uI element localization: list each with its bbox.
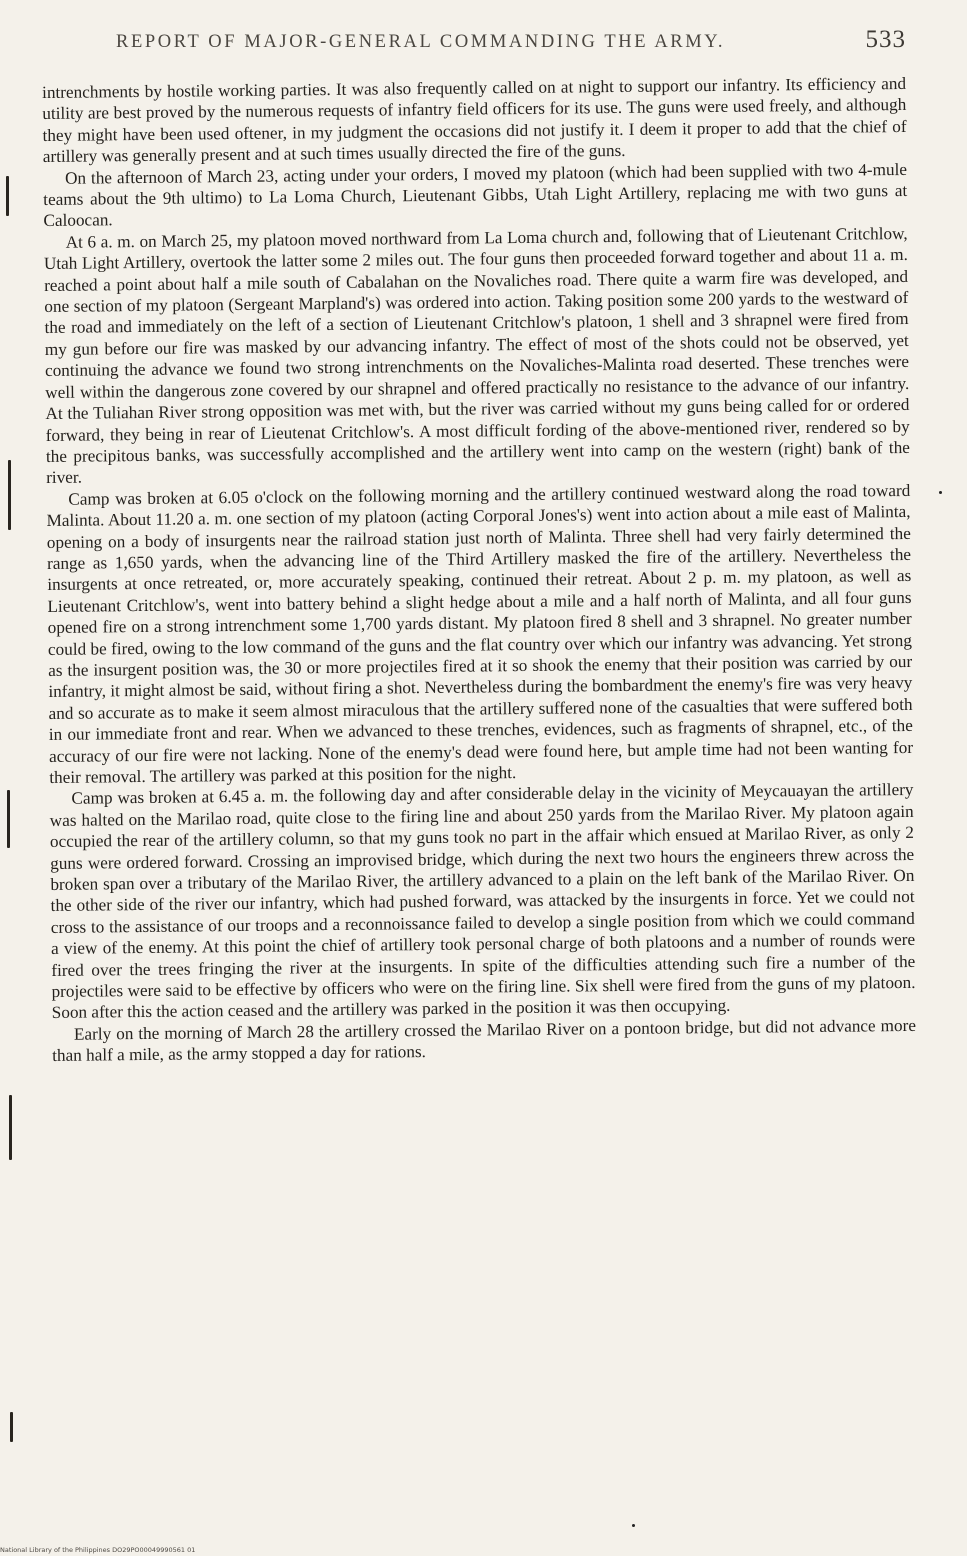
paragraph-1: intrenchments by hostile working parties. It was also frequently called on at night to support our infantry. Its efficiency and utility are best proved by the numerous requests of infantry field officers for its use. The guns were used freely, and although they might have been used oftener, in my judgment the occasions did not justify it. I deem it proper to add that the chief of artillery was generally present and at such times usually directed the fire of the guns. — [42, 73, 907, 167]
running-title: REPORT OF MAJOR-GENERAL COMMANDING THE ARMY. — [116, 32, 726, 52]
margin-mark-2 — [8, 460, 11, 530]
report-body — [42, 73, 921, 1532]
ink-dot-1 — [939, 491, 942, 494]
margin-mark-1 — [6, 176, 9, 216]
margin-mark-4 — [9, 1095, 12, 1160]
ink-dot-2 — [632, 1524, 635, 1527]
scan-credit: National Library of the Philippines DO29PO00049990561 01 — [0, 1546, 196, 1554]
margin-mark-3 — [7, 790, 10, 848]
paragraph-2: On the afternoon of March 23, acting under your orders, I moved my platoon (which had been supplied with two 4-mule teams about the 9th ultimo) to La Loma Church, Lieutenant Gibbs, Utah Light Artillery, replacing me with two guns at Caloocan. — [43, 159, 908, 231]
margin-mark-5 — [10, 1412, 13, 1442]
paragraph-6: Early on the morning of March 28 the artillery crossed the Marilao River on a pontoon bridge, but did not advance more than half a mile, as the army stopped a day for rations. — [52, 1015, 917, 1066]
paragraph-4: Camp was broken at 6.05 o'clock on the following morning and the artillery continued westward along the road toward Malinta. About 11.20 a. m. one section of my platoon (acting Corporal Jones's) went into action about a mile east of Malinta, opening on a body of insurgents near the railroad station just north of Malinta. Three shell had very fairly determined the range as 1,650 yards, when the advancing line of the Third Artillery masked the fire of the artillery. Nevertheless the insurgents at once retreated, or, more accurately speaking, continued their retreat. About 2 p. m. my platoon, as well as Lieutenant Critchlow's, went into battery behind a slight hedge about a mile and a half north of Malinta, and all four guns opened fire on a strong intrenchment some 1,700 yards distant. My platoon fired 8 shell and 3 shrapnel. No greater number could be fired, owing to the low command of the guns and the flat country over which our infantry was advancing. Yet strong as the insurgent position was, the 30 or more projectiles fired at it so shook the enemy that their position was carried by our infantry, it might almost be said, without firing a shot. Nevertheless during the bombardment the enemy's fire was very heavy and so accurate as to make it seem almost miraculous that the artillery suffered none of the casualties that were suffered both in our immediate front and rear. When we advanced to these trenches, evidences, such as fragments of shrapnel, etc., of the accuracy of our fire were not lacking. None of the enemy's dead were found here, but ample time had not been wanting for their removal. The artillery was parked at this position for the night. — [46, 480, 914, 787]
page-header — [116, 26, 906, 60]
paragraph-3: At 6 a. m. on March 25, my platoon moved northward from La Loma church and, following that of Lieutenant Critchlow, Utah Light Artillery, overtook the latter some 2 miles out. The four guns then proceeded forward together and about 11 a. m. reached a point about half a mile south of Cabalahan on the Novaliches road. There quite a warm fire was developed, and one section of my platoon (Sergeant Marpland's) was ordered into action. Taking position some 200 yards to the westward of the road and immediately on the left of a section of Lieutenant Critchlow's platoon, 1 shell and 3 shrapnel were fired from my gun before our fire was masked by our advancing infantry. The effect of most of the shots could not be observed, yet continuing the advance we found two strong intrenchments on the Novaliches-Malinta road deserted. These trenches were well within the dangerous zone covered by our shrapnel and offered practically no resistance to the advance of our infantry. At the Tuliahan River strong opposition was met with, but the river was carried without my guns being called for or ordered forward, they being in rear of Lieutenat Critchlow's. A most difficult fording of the above-mentioned river, rendered so by the precipitous banks, was successfully accomplished and the artillery went into camp on the western (right) bank of the river. — [43, 223, 910, 488]
paragraph-5: Camp was broken at 6.45 a. m. the following day and after considerable delay in the vicinity of Meycauayan the artillery was halted on the Marilao road, quite close to the firing line and about 250 yards from the Marilao River. My platoon again occupied the rear of the artillery column, so that my guns took no part in the affair which ensued at Marilao River, as only 2 guns were ordered forward. Crossing an improvised bridge, which during the next two hours the engineers threw across the broken span over a tributary of the Marilao River, the artillery advanced to a plain on the left bank of the Marilao River. On the other side of the river our infantry, which had pushed forward, was attacked by the insurgents in force. Yet we could not cross to the assistance of our troops and a reconnoissance failed to develop a single position from which we could command a view of the enemy. At this point the chief of artillery took personal charge of both platoons and a number of rounds were fired over the trees fringing the river at the insurgents. In spite of the difficulties attending such fire a number of the projectiles were said to be effective by officers who were on the firing line. Six shell were fired from the guns of my platoon. Soon after this the action ceased and the artillery was parked in the position it was then occupying. — [49, 780, 916, 1023]
page-number: 533 — [865, 26, 906, 53]
